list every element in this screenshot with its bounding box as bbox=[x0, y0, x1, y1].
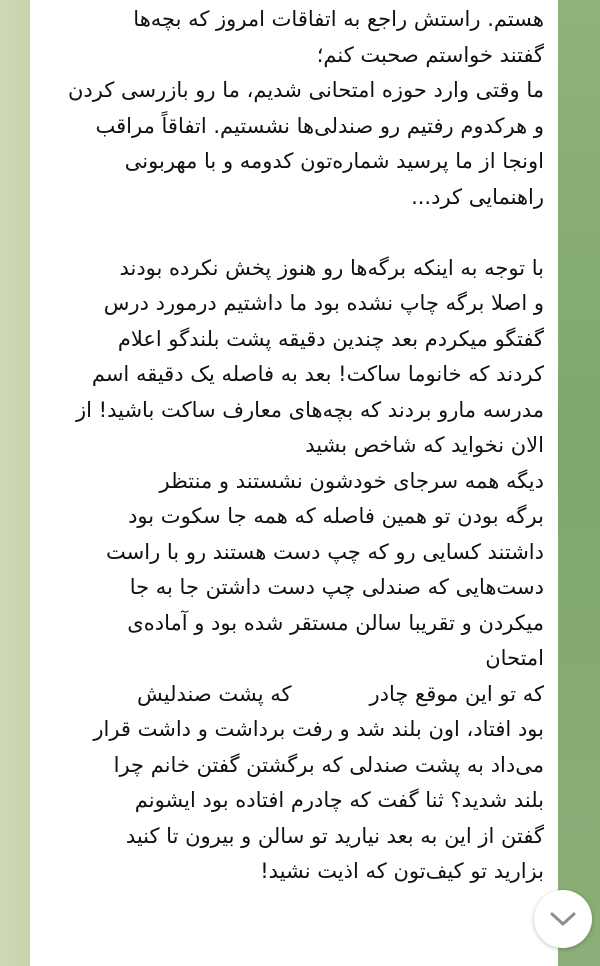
message-line: هستم. راستش راجع به اتفاقات امروز که بچه‌ها bbox=[133, 7, 544, 31]
message-line: میکردن و تقریبا سالن مستقر شده بود و آماده‌ی bbox=[127, 610, 544, 635]
message-line: بلند شدید؟ ثنا گفت که چادرم افتاده بود ایشونم bbox=[134, 788, 544, 812]
message-text bbox=[40, 0, 544, 890]
message-line: داشتند کسایی رو که چپ دست هستند رو با راست bbox=[106, 539, 544, 564]
message-blank-line bbox=[40, 215, 544, 251]
message-line: گفتگو میکردم بعد چندین دقیقه پشت بلندگو اعلام bbox=[117, 326, 544, 351]
message-line: راهنمایی کرد... bbox=[411, 184, 544, 209]
message-line: می‌داد به پشت صندلی که برگشتن گفتن خانم چرا bbox=[113, 752, 544, 777]
message-line: دست‌هایی که صندلی چپ دست داشتن جا به جا bbox=[129, 575, 544, 599]
message-line: مدرسه مارو بردند که بچه‌های معارف ساکت باشید! از bbox=[76, 397, 544, 422]
message-line: امتحان bbox=[485, 646, 544, 670]
scroll-to-bottom-button[interactable] bbox=[534, 890, 592, 948]
message-line: گفتن از این به بعد نیارید تو سالن و بیرون تا کنید bbox=[125, 823, 544, 848]
message-line: با توجه به اینکه برگه‌ها رو هنوز پخش نکرده بودند bbox=[119, 255, 544, 280]
message-line: بود افتاد، اون بلند شد و رفت برداشت و داشت قرار bbox=[93, 717, 544, 741]
message-line-split-left: که پشت صندلیش bbox=[136, 681, 292, 706]
wallpaper-left bbox=[0, 0, 30, 966]
message-line: ما وقتی وارد حوزه امتحانی شدیم، ما رو بازرسی کردن bbox=[67, 78, 544, 102]
message-line: دیگه همه سرجای خودشون نشستند و منتظر bbox=[159, 468, 544, 493]
message-line: اونجا از ما پرسید شماره‌تون کدومه و با مهربونی bbox=[124, 149, 544, 173]
chevron-down-icon bbox=[548, 910, 578, 928]
message-line: کردند که خانوما ساکت! بعد به فاصله یک دقیقه اسم bbox=[91, 362, 544, 386]
message-line: برگه بودن تو همین فاصله که همه جا سکوت بود bbox=[128, 504, 544, 528]
message-line-split-right: که تو این موقع چادر bbox=[369, 681, 544, 706]
message-line: گفتند خواستم صحبت کنم؛ bbox=[316, 42, 544, 67]
message-line-split bbox=[40, 677, 544, 713]
message-bubble bbox=[30, 0, 558, 966]
wallpaper-right bbox=[558, 0, 600, 966]
message-line: و اصلا برگه چاپ نشده بود ما داشتیم درمورد درس bbox=[103, 291, 544, 315]
message-line: بزارید تو کیف‌تون که اذیت نشید! bbox=[260, 859, 544, 883]
message-line: الان نخواید که شاخص بشید bbox=[305, 433, 544, 457]
message-line: و هرکدوم رفتیم رو صندلی‌ها نشستیم. اتفاقاً مراقب bbox=[95, 113, 544, 138]
